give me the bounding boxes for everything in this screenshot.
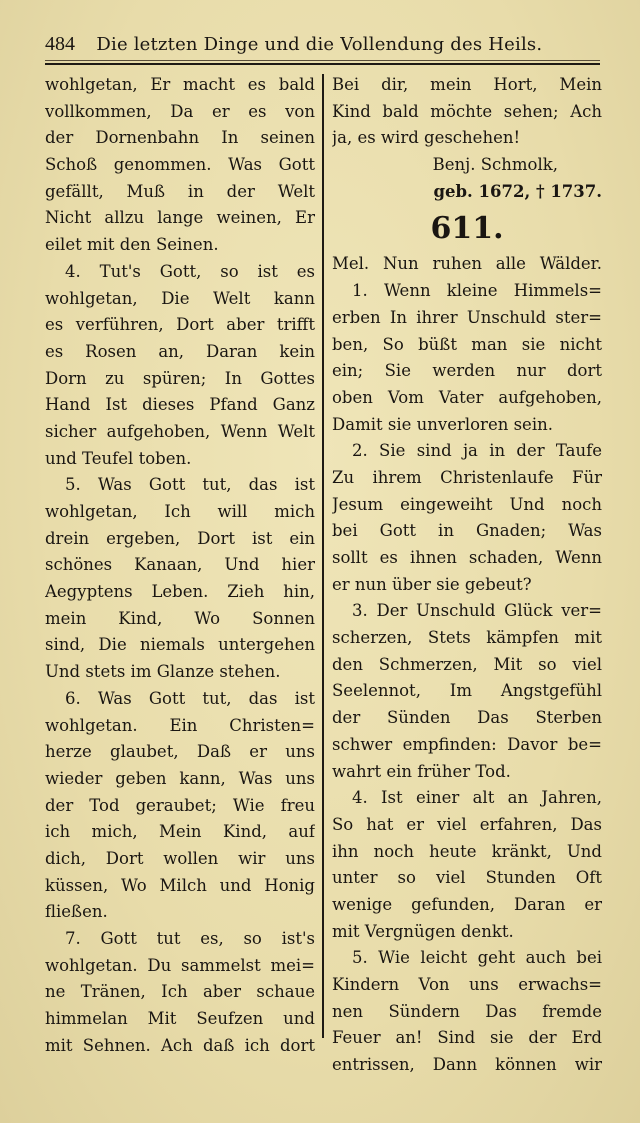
verse-continuation xyxy=(45,72,315,259)
hymn-number: 611. xyxy=(430,211,504,247)
text-line: sind, Die niemals untergehen xyxy=(45,635,315,655)
text-line: ihn noch heute kränkt, Und xyxy=(332,841,602,861)
text-line: fließen. xyxy=(45,902,108,922)
text-line: entrissen, Dann können wir xyxy=(332,1055,602,1075)
right-column xyxy=(332,72,602,1079)
text-line: erben In ihrer Unschuld ster= xyxy=(332,307,602,327)
text-line: ben, So büßt man sie nicht xyxy=(332,334,602,354)
text-line: nen Sündern Das fremde xyxy=(332,1001,602,1021)
header-rule-thin xyxy=(45,60,600,61)
text-line: 5. Was Gott tut, das ist xyxy=(65,475,315,495)
header-rule-thick xyxy=(45,63,600,65)
text-line: gefällt, Muß in der Welt xyxy=(45,181,315,201)
text-line: mein Kind, Wo Sonnen xyxy=(45,608,315,628)
text-line: 1. Wenn kleine Himmels= xyxy=(352,281,602,301)
text-line: mit Sehnen. Ach daß ich dort xyxy=(45,1035,315,1055)
text-line: wohlgetan, Ich will mich xyxy=(45,502,315,521)
text-line: Dorn zu spüren; In Gottes xyxy=(45,368,315,388)
text-line: wenige gefunden, Daran er xyxy=(332,894,602,914)
text-line: Hand Ist dieses Pfand Ganz xyxy=(45,395,315,415)
text-line: wohlgetan, Die Welt kann xyxy=(45,288,315,308)
text-line: ich mich, Mein Kind, auf xyxy=(45,822,315,842)
text-line: 4. Ist einer alt an Jahren, xyxy=(352,788,602,808)
text-line: 5. Wie leicht geht auch bei xyxy=(352,948,602,968)
text-line: Und stets im Glanze stehen. xyxy=(45,662,281,682)
text-line: der Tod geraubet; Wie freu xyxy=(45,795,315,815)
text-line: der Sünden Das Sterben xyxy=(332,708,602,728)
text-line: Kind bald möchte sehen; Ach xyxy=(332,101,602,121)
verse-5 xyxy=(45,472,315,686)
text-line: wohlgetan. Ein Christen= xyxy=(45,715,315,735)
hymn-verse-1 xyxy=(332,278,602,438)
text-line: eilet mit den Seinen. xyxy=(45,235,219,255)
hymn-verse-2 xyxy=(332,438,602,598)
text-line: Damit sie unverloren sein. xyxy=(332,414,553,434)
text-line: Bei dir, mein Hort, Mein xyxy=(332,75,602,94)
left-column xyxy=(45,72,315,1059)
melody-line: Mel. Nun ruhen alle Wälder. xyxy=(332,254,602,274)
text-line: küssen, Wo Milch und Honig xyxy=(45,875,315,895)
text-line: wohlgetan. Du sammelst mei= xyxy=(45,955,315,975)
text-line: Aegyptens Leben. Zieh hin, xyxy=(45,582,315,602)
text-line: Nicht allzu lange weinen, Er xyxy=(45,208,315,228)
text-line: 6. Was Gott tut, das ist xyxy=(65,688,315,708)
verse-7 xyxy=(45,926,315,1059)
text-line: und Teufel toben. xyxy=(45,448,192,468)
hymn-verse-5 xyxy=(332,945,602,1078)
text-line: Schoß genommen. Was Gott xyxy=(45,155,315,175)
text-line: der Dornenbahn In seinen xyxy=(45,128,315,148)
text-line: unter so viel Stunden Oft xyxy=(332,868,602,888)
running-header xyxy=(45,28,600,58)
text-line: 2. Sie sind ja in der Taufe xyxy=(352,441,602,461)
running-title: Die letzten Dinge und die Vollendung des Heils. xyxy=(96,34,543,55)
text-line: Feuer an! Sind sie der Erd xyxy=(332,1028,602,1048)
text-line: 3. Der Unschuld Glück ver= xyxy=(352,601,602,621)
text-line: ne Tränen, Ich aber schaue xyxy=(45,982,315,1002)
text-line: herze glaubet, Daß er uns xyxy=(45,742,315,762)
text-line: dich, Dort wollen wir uns xyxy=(45,848,315,868)
author-dates: geb. 1672, † 1737. xyxy=(433,181,602,201)
text-line: wahrt ein früher Tod. xyxy=(332,761,511,781)
text-line: oben Vom Vater aufgehoben, xyxy=(332,387,602,407)
text-line: bei Gott in Gnaden; Was xyxy=(332,521,602,541)
text-line: sicher aufgehoben, Wenn Welt xyxy=(45,421,315,441)
text-line: den Schmerzen, Mit so viel xyxy=(332,654,602,674)
hymn-verse-3 xyxy=(332,598,602,785)
page-number: 484 xyxy=(45,33,75,55)
column-divider xyxy=(322,74,324,1038)
text-line: ja, es wird geschehen! xyxy=(332,128,521,148)
text-line: wohlgetan, Er macht es bald xyxy=(45,75,315,94)
text-line: es Rosen an, Daran kein xyxy=(45,341,315,361)
text-line: er nun über sie gebeut? xyxy=(332,574,532,594)
text-line: 4. Tut's Gott, so ist es xyxy=(65,261,315,281)
verse-continuation xyxy=(332,72,602,152)
text-line: Seelennot, Im Angstgefühl xyxy=(332,681,602,701)
text-line: ein; Sie werden nur dort xyxy=(332,361,602,381)
verse-4 xyxy=(45,259,315,473)
text-line: Zu ihrem Christenlaufe Für xyxy=(332,467,602,487)
text-line: es verführen, Dort aber trifft xyxy=(45,315,315,335)
text-line: 7. Gott tut es, so ist's xyxy=(65,929,315,948)
text-line: sollt es ihnen schaden, Wenn xyxy=(332,548,602,567)
text-line: mit Vergnügen denkt. xyxy=(332,921,514,941)
text-line: Kindern Von uns erwachs= xyxy=(332,975,602,994)
verse-6 xyxy=(45,686,315,926)
text-line: vollkommen, Da er es von xyxy=(45,101,315,121)
text-line: schwer empfinden: Davor be= xyxy=(332,734,602,754)
author-attribution: Benj. Schmolk, xyxy=(432,155,558,175)
text-line: drein ergeben, Dort ist ein xyxy=(45,528,315,548)
text-line: So hat er viel erfahren, Das xyxy=(332,814,602,834)
text-line: wieder geben kann, Was uns xyxy=(45,768,315,788)
text-line: himmelan Mit Seufzen und xyxy=(45,1009,315,1029)
text-line: schönes Kanaan, Und hier xyxy=(45,555,315,575)
hymn-verse-4 xyxy=(332,785,602,945)
text-line: scherzen, Stets kämpfen mit xyxy=(332,628,602,648)
text-line: Jesum eingeweiht Und noch xyxy=(332,494,602,514)
